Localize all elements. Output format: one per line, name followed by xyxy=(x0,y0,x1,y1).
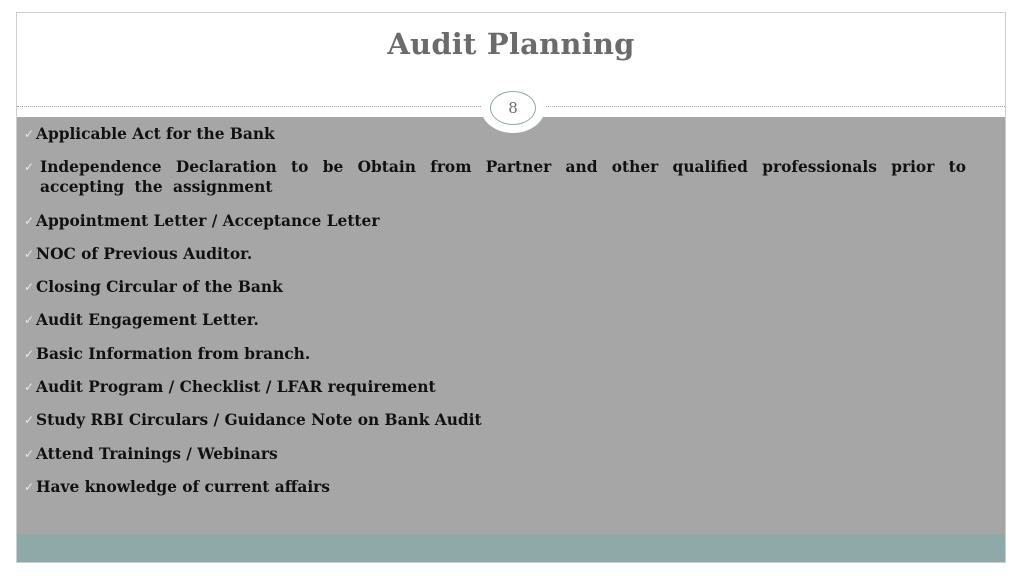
bullet-item: ✓ Closing Circular of the Bank xyxy=(24,278,283,297)
bullet-item: ✓ Attend Trainings / Webinars xyxy=(24,444,278,463)
bullet-item: ✓ Basic Information from branch. xyxy=(24,344,311,363)
footer-band xyxy=(17,534,1005,562)
bullet-item: ✓ Study RBI Circulars / Guidance Note on Bank Audit xyxy=(24,411,482,430)
page-number: 8 xyxy=(490,91,536,125)
slide-title: Audit Planning xyxy=(387,27,635,61)
bullet-list xyxy=(24,124,966,510)
checkmark-icon: ✓ xyxy=(24,313,35,328)
checkmark-icon: ✓ xyxy=(24,446,35,461)
checkmark-icon: ✓ xyxy=(24,479,35,494)
bullet-item: ✓ Applicable Act for the Bank xyxy=(24,125,275,143)
bullet-item: ✓ Have knowledge of current affairs xyxy=(24,477,330,496)
bullet-item: ✓ Audit Program / Checklist / LFAR requirement xyxy=(24,378,436,397)
checkmark-icon: ✓ xyxy=(24,346,35,361)
checkmark-icon: ✓ xyxy=(24,280,35,295)
checkmark-icon: ✓ xyxy=(24,127,35,141)
bullet-item: ✓ Independence Declaration to be Obtain from Partner and other qualified professionals prior to accepting the assignment xyxy=(24,158,966,197)
bullet-item: ✓ NOC of Previous Auditor. xyxy=(24,244,253,263)
bullet-item: ✓ Audit Engagement Letter. xyxy=(24,311,259,330)
checkmark-icon: ✓ xyxy=(24,413,35,428)
checkmark-icon: ✓ xyxy=(24,160,35,175)
checkmark-icon: ✓ xyxy=(24,380,35,395)
checkmark-icon: ✓ xyxy=(24,213,35,228)
bullet-item: ✓ Appointment Letter / Acceptance Letter xyxy=(24,211,380,230)
checkmark-icon: ✓ xyxy=(24,246,35,261)
